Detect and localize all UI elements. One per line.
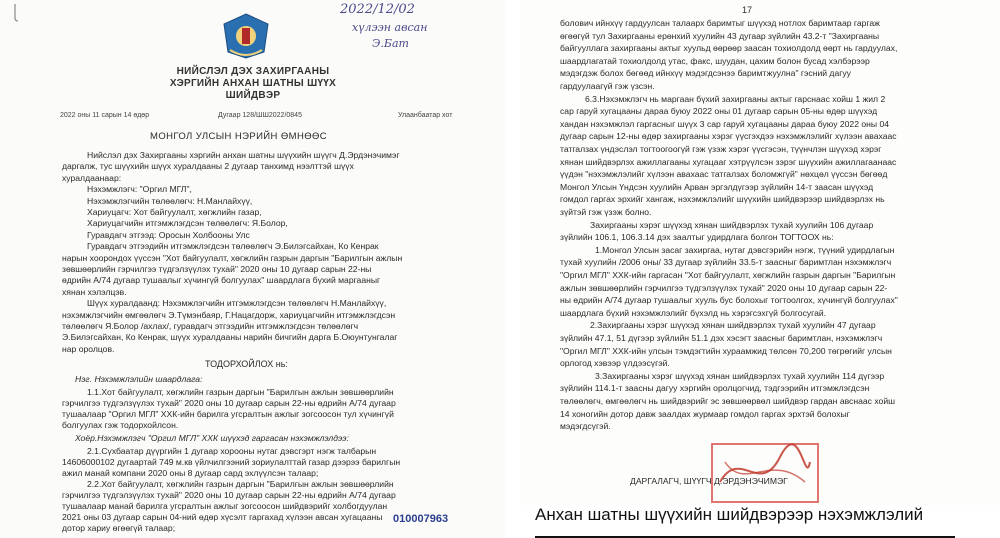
text-line: 2.2.Хот байгуулалт, хөгжлийн газрын даргын "Барилгын ажлын зөвшөөрлийн	[87, 479, 394, 489]
text-line: дугаар сарын 12-ны өдөр захиргааны хэрэг үүсгэхдээ нэхэмжлэлийг хүлээн авахаас	[560, 131, 897, 142]
text-line: дотор хариу өгөөгүй талаар;	[62, 523, 176, 533]
text-line: болгуулах гэж тодорхойлсон.	[62, 420, 179, 430]
text-line: шаардлагатай тохиолдолд утас, факс, шуудан, цахим болон бусад хэлбэрээр	[560, 55, 870, 66]
text-line: тушаалаар "Оргил МГЛ" ХХК-ийн барилга угсралтын ажлыг зогсоосон тул хүчингүй	[62, 409, 394, 419]
text-line: нэхэмжлэгчийн өмгөөлөгч Э.Түмэнбаяр, Г.Нацагдорж, хариуцагчийн итгэмжлэгдсэн	[62, 309, 396, 320]
text-line: нарын хоорондох үүссэн "Хот байгуулалт, хөгжлийн газрын даргын "Барилгын ажлын	[62, 252, 403, 263]
text-line: 14606000102 дугаартай 749 м.кв үйлчилгээний зориулалттай газар дээрээ барилгын	[62, 457, 401, 467]
text-line: мэдэгдэж болох бөгөөд ийнхүү мэдэгдсэнээ баримтжуулна" гэсний дагуу	[560, 68, 851, 79]
text-line: үүдэн "нэхэмжлэлийг хүлээн авахаас татгалзах боломжгүй" нөхцөл үүссэн бөгөөд	[560, 169, 888, 180]
text-line: төлөөлөгч, өмгөөлөгч нь шийдвэрийг эс зөвшөөрвөл шийдвэр гардан авснаас хойш	[560, 396, 896, 406]
text-line: 14 хоногийн дотор давж заалдах журмаар гомдол гаргах эрхтэй болохыг	[560, 408, 850, 419]
text-line: Гуравдагч этгээдийн итгэмжлэгдсэн төлөөлөгч Э.Билэгсайхан, Ко Кенрак	[87, 241, 379, 252]
text-line: татгалзах үндэслэл тогтоогоогүй гэж үзэж хэрэг үүсгэсэн, түүнчлэн шүүхэд хэрэг	[560, 144, 882, 154]
text-line: "Оргил МГЛ" ХХК-ийн гаргасан "Хот байгуулалт, хөгжлийн газрын даргын "Барилгын	[560, 270, 896, 280]
staple-mark-icon	[12, 2, 28, 22]
text-line: зөвшөөрлийн гэрчилгээ түдгэлзүүлэх тухай" 2020 оны 10 дугаар сарын 22-ны	[62, 264, 372, 274]
text-line: ажлын зөвшөөрлийн гэрчилгээ түдгэлзүүлэх тухай" 2020 оны 10 дугаар сарын 22-	[560, 282, 888, 293]
text-line: 2021 оны 03 дугаар сарын 04-ний өдөр хүсэлт гаргахад хүлээн авсан хугацааны	[62, 512, 383, 522]
text-line: хянан хэлэлцэв.	[62, 286, 127, 297]
text-line: гэрчилгээ түдгэлзүүлэх тухай" 2020 оны 10 дугаар сарын 22-ны өдрийн А/74 дугаар	[62, 398, 396, 408]
text-line: Нэхэмжлэгч: "Оргил МГЛ",	[87, 184, 192, 195]
signature-line: ДАРГАЛАГЧ, ШҮҮГЧ Д.ЭРДЭНЭЧИМЭГ	[630, 476, 788, 486]
decision-city: Улаанбаатар хот	[398, 112, 453, 119]
court-header-line-1: НИЙСЛЭЛ ДЭХ ЗАХИРГААНЫ	[176, 66, 330, 77]
section-title: ТОДОРХОЙЛОХ нь:	[205, 359, 288, 369]
text-line: орлогод хэвээр үлдээсүгэй.	[560, 358, 670, 369]
caption-text: Анхан шатны шүүхийн шийдвэрээр нэхэмжлэлий	[535, 505, 924, 524]
subheading-plaintiff: Хоёр.Нэхэмжлэгч "Оргил МГЛ" ХХК шүүхэд гаргасан нэхэмжлэлдээ:	[75, 433, 349, 443]
subheading-claim: Нэг. Нэхэмжлэлийн шаардлага:	[75, 374, 203, 384]
text-line: Нэхэмжлэгчийн төлөөлөгч: Н.Манлайхүү,	[87, 195, 253, 206]
text-line: Нийслэл дэх Захиргааны хэргийн анхан шатны шүүхийн шүүгч Д.Эрдэнэчимэг	[87, 150, 400, 160]
court-seal-stamp-icon	[710, 442, 820, 504]
text-line: Хариуцагчийн итгэмжлэгдсэн төлөөлөгч: Я.Болор,	[87, 218, 288, 229]
text-line: зүйлийн 47.1, 51 дүгээр зүйлийн 51.1 дэх хэсэгт заасныг баримтлан, нэхэмжлэгч	[560, 333, 883, 343]
text-line: зүйтэй гэж үзэж болно.	[560, 207, 652, 217]
court-header-line-3: ШИЙДВЭР	[225, 90, 281, 101]
text-line: "Оргил МГЛ" ХХК-ийн улсын тэмдэгтийн хураамжид төлсөн 70,200 төгрөгийг улсын	[560, 345, 892, 356]
text-line: 2.Захиргааны хэрэг шүүхэд хянан шийдвэрлэх тухай хуулийн 47 дугаар	[590, 320, 876, 331]
text-line: 6.3.Нэхэмжлэгч нь маргаан бүхий захиргааны актыг гарснаас хойш 1 жил 2	[585, 93, 886, 104]
text-line: гардуулаагүй гэж үзсэн.	[560, 81, 655, 91]
text-line: зүйлийн 114.1-т заасны дагуу хэргийн оролцогчид, тэдгээрийн итгэмжлэгдсэн	[560, 383, 870, 394]
text-line: нар оролцов.	[62, 343, 115, 354]
text-line: гэрчилгээ түдгэлзүүлэх тухай" 2020 оны 10 дугаар сарын 22-ны өдрийн А/74 дугаар	[62, 490, 396, 500]
court-header-line-2: ХЭРГИЙН АНХАН ШАТНЫ ШҮҮХ	[169, 78, 337, 89]
text-line: зүйлийн 106.1, 106.3.14 дэх заалтыг удирдлага болгон ТОГТООХ нь:	[560, 232, 834, 243]
text-line: тухай хуулийн /2006 оны/ 33 дугаар зүйлийн 33.5-т заасныг баримтлан нэхэмжлэгч	[560, 257, 892, 268]
text-line: шаардлага бүхий нэхэмжлэлийг бүхэлд нь хэрэгсэхгүй болгосугай.	[560, 307, 827, 318]
text-line: болович ийнхүү гардуулсан талаарх баримтыг шүүхэд нотлох баримтаар гаргаж	[560, 18, 880, 28]
right-document-page	[520, 0, 1000, 505]
text-line: мэдэгдсүгэй.	[560, 421, 611, 432]
text-line: ны өдрийн А/74 дугаар тушаалыг хууль бус болохыг тогтоолгох, хүчингүй болгуулах"	[560, 295, 898, 306]
text-line: хуралдаанаар:	[62, 172, 122, 183]
text-line: төлөөлөгч Я.Болор /ахлах/, гуравдагч этгээдийн итгэмжлэгдсэн төлөөлөгч	[62, 321, 359, 331]
text-line: Шүүх хуралдаанд: Нэхэмжлэгчийн итгэмжлэгдсэн төлөөлөгч Н.Манлайхүү,	[87, 298, 387, 309]
page-title: МОНГОЛ УЛСЫН НЭРИЙН ӨМНӨӨС	[150, 131, 328, 142]
text-line: гомдол гаргах эрхийг хангаж, нэхэмжлэлийг шүүхийн шийдвэрээр шийдвэрлэх нь	[560, 194, 885, 205]
text-line: ажил манай компани 2020 оны 8 дугаар сард эхлүүлсэн талаар;	[62, 468, 319, 478]
text-line: сар гаруй хугацааны дараа буюу 2022 оны 01 дугаар сарын 05-ны өдөр шүүхэд	[560, 106, 878, 117]
serial-number: 010007963	[393, 513, 449, 525]
text-line: даргалж, тус шүүхийн шүүх хуралдааны 2 дугаар танхимд нээлттэй шүүх	[62, 161, 354, 172]
text-line: хандан нэхэмжлэл гаргасныг шүүх 3 сар гаруй хугацааны дараа буюу 2022 оны 04	[560, 118, 890, 129]
handwritten-received-note: хүлээн авсан	[352, 21, 428, 34]
text-line: 3.Захиргааны хэрэг шүүхэд хянан шийдвэрлэх тухай хуулийн 114 дүгээр	[595, 370, 885, 381]
handwritten-signature: Э.Бат	[372, 37, 409, 50]
caption-second-line-cropped	[535, 528, 1000, 538]
text-line: хянан шийдвэрлэх ажиллагааны хугацааг хэтрүүлсэн зэрэг шүүхийн ажиллагаанаас	[560, 156, 897, 167]
text-line: өдрийн А/74 дугаар тушаалыг хүчингүй болгуулах" шаардлага бүхий маргааныг	[62, 275, 381, 286]
handwritten-date: 2022/12/02	[340, 2, 415, 17]
text-line: Гуравдагч этгээд: Оросын Холбооны Улс	[87, 229, 250, 240]
text-line: өгөөгүй тул Захиргааны ерөнхий хуулийн 43 дугаар зүйлийн 43.2-т "Захиргааны	[560, 30, 880, 41]
text-line: Монгол Улсын Үндсэн хуулийн Арван эргэлдүгээр зүйлийн 14-т заасан шүүхэд	[560, 181, 874, 192]
text-line: Э.Билэгсайхан, Ко Кенрак, шүүх хуралдааны нарийн бичгийн дарга Б.Оюунтунгалаг	[62, 332, 398, 343]
decision-date: 2022 оны 11 сарын 14 өдөр	[60, 112, 150, 119]
text-line: Захиргааны хэрэг шүүхэд хянан шийдвэрлэх тухай хуулийн 106 дугаар	[590, 219, 874, 230]
text-line: тушаалаар манай барилга угсралтын ажлыг зогсоосон шийдвэрийг холбогдуулан	[62, 501, 388, 511]
court-emblem-icon	[220, 12, 272, 60]
decision-number: Дугаар 128/ШШ2022/0845	[218, 112, 302, 119]
text-line: 1.Монгол Улсын засаг захиргаа, нутаг дэвсгэрийн нэгж, түүний удирдлагын	[595, 244, 895, 255]
text-line: Хариуцагч: Хот байгуулалт, хөгжлийн газар,	[87, 207, 262, 217]
page-number: 17	[742, 5, 753, 15]
text-line: 1.1.Хот байгуулалт, хөгжлийн газрын даргын "Барилгын ажлын зөвшөөрлийн	[87, 387, 394, 397]
text-line: 2.1.Сүхбаатар дүүргийн 1 дугаар хорооны нутаг дэвсгэрт нэгж талбарын	[87, 446, 377, 456]
text-line: байгууллага захиргааны актыг хуульд өөрөөр заасан тохиолдолд өөрт нь гардуулах,	[560, 43, 898, 54]
